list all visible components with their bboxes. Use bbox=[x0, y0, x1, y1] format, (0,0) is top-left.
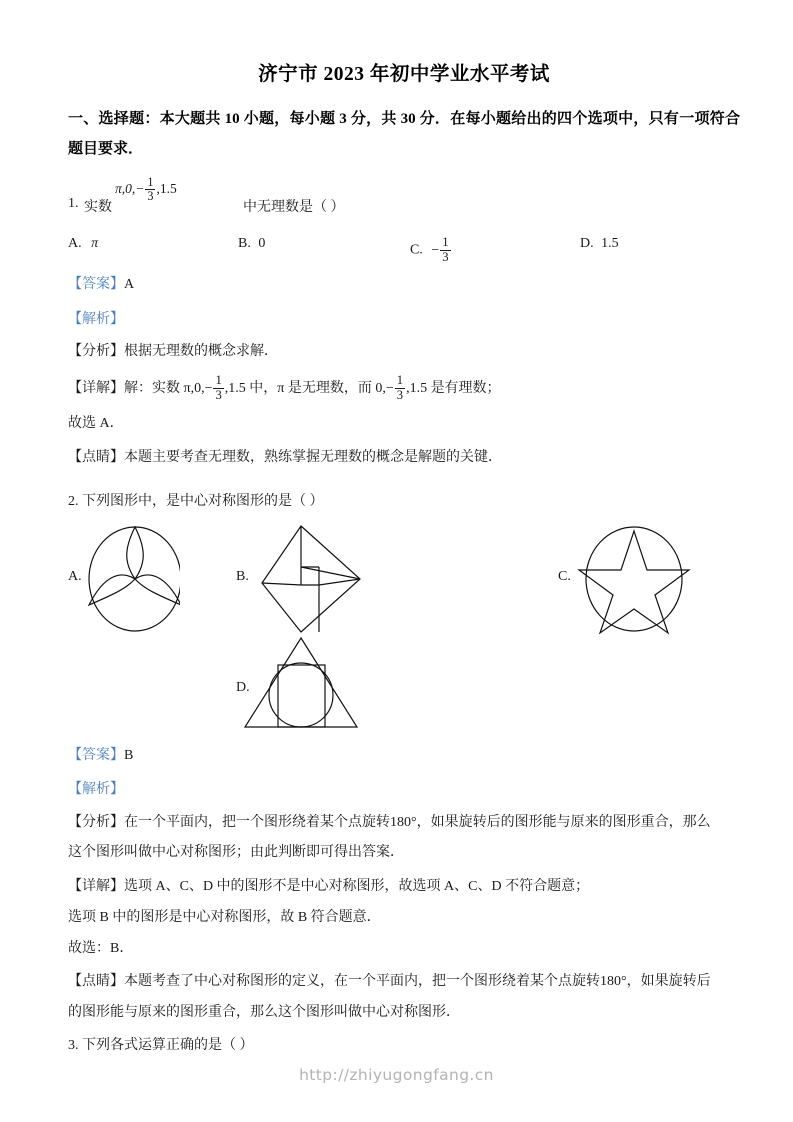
question-1-option-b[interactable] bbox=[238, 236, 265, 252]
answer-tag: 【答案】 bbox=[68, 748, 124, 764]
analysis-tag: 【解析】 bbox=[68, 782, 124, 798]
answer-value: A bbox=[124, 277, 135, 293]
question-1-answer bbox=[68, 271, 740, 298]
page-title: 济宁市 2023 年初中学业水平考试 bbox=[258, 64, 550, 85]
question-2-figures-row-2 bbox=[68, 635, 740, 738]
xiangjie-fraction-2 bbox=[395, 374, 405, 402]
dianjing-tag: 【点睛】 bbox=[68, 974, 124, 990]
option-a-label: A. bbox=[68, 236, 82, 252]
question-2-figures-row-1 bbox=[68, 523, 740, 635]
figure-c-label: C. bbox=[558, 569, 571, 585]
fenxi-tag: 【分析】 bbox=[68, 343, 124, 359]
fenxi-text-1: 在一个平面内，把一个图形绕着某个点旋转180°，如果旋转后的图形能与原来的图形重合，那么 bbox=[124, 814, 711, 830]
question-2-guxuan: 故选：B． bbox=[68, 940, 134, 956]
site-watermark: http://zhiyugongfang.cn bbox=[299, 1066, 494, 1084]
option-c-sign: − bbox=[431, 242, 440, 258]
fraction-numerator: 1 bbox=[147, 175, 154, 190]
fraction-denominator: 3 bbox=[442, 249, 449, 264]
fraction-denominator: 3 bbox=[147, 189, 154, 204]
answer-value: B bbox=[124, 748, 134, 764]
fraction-numerator: 1 bbox=[442, 235, 449, 250]
question-1-option-d[interactable] bbox=[580, 236, 619, 252]
question-2-option-d[interactable] bbox=[236, 635, 366, 735]
question-2-stem-text: 下列图形中，是中心对称图形的是（ ） bbox=[82, 493, 324, 509]
xiangjie-fraction-1 bbox=[213, 374, 223, 402]
option-a-value: π bbox=[91, 236, 99, 252]
question-1-fenxi bbox=[68, 338, 740, 367]
star-in-circle-icon bbox=[558, 523, 693, 635]
option-c-label: C. bbox=[410, 242, 423, 258]
question-2-analysis-tag-row bbox=[68, 776, 740, 803]
fraction-numerator: 1 bbox=[396, 373, 404, 388]
question-1-dianjing bbox=[68, 444, 740, 473]
question-1-set-prefix: π,0,− bbox=[115, 181, 145, 197]
question-2-option-b[interactable] bbox=[236, 523, 366, 635]
question-3-stem bbox=[68, 1032, 740, 1061]
answer-tag: 【答案】 bbox=[68, 277, 124, 293]
option-b-value: 0 bbox=[258, 236, 266, 252]
xiangjie-tag: 【详解】 bbox=[68, 380, 124, 396]
question-1-stem-prefix: 实数 bbox=[84, 200, 112, 216]
question-1-number: 1. bbox=[68, 196, 79, 212]
question-2-answer bbox=[68, 742, 740, 769]
fenxi-tag: 【分析】 bbox=[68, 814, 124, 830]
document-content bbox=[68, 0, 740, 1060]
fraction-denominator: 3 bbox=[396, 387, 404, 402]
xiangjie-part1: 解：实数 π,0,− bbox=[124, 380, 213, 396]
dianjing-text-1: 本题考查了中心对称图形的定义，在一个平面内，把一个图形绕着某个点旋转180°，如果旋转后 bbox=[124, 974, 711, 990]
question-2-xiangjie-line-1 bbox=[68, 873, 740, 902]
figure-d-label: D. bbox=[236, 680, 250, 696]
circle-trefoil-icon bbox=[68, 523, 180, 635]
question-1-guxuan: 故选 A． bbox=[68, 416, 124, 432]
option-d-value: 1.5 bbox=[601, 236, 619, 252]
figure-a-label: A. bbox=[68, 569, 82, 585]
question-1-stem-suffix: 中无理数是（ ） bbox=[243, 200, 345, 216]
option-c-fraction bbox=[440, 236, 450, 264]
xiangjie-part3: ,1.5 是有理数； bbox=[406, 380, 501, 396]
question-2-fenxi-line-2: 这个图形叫做中心对称图形；由此判断即可得出答案． bbox=[68, 845, 404, 861]
question-1-option-a[interactable] bbox=[68, 236, 98, 252]
xiangjie-part2: ,1.5 中，π 是无理数，而 0,− bbox=[224, 380, 394, 396]
question-2-dianjing-line-1 bbox=[68, 968, 740, 997]
xiangjie-text-1: 选项 A、C、D 中的图形不是中心对称图形，故选项 A、C、D 不符合题意； bbox=[124, 879, 590, 895]
question-2-stem bbox=[68, 489, 740, 516]
question-1-stem bbox=[68, 174, 740, 220]
fraction-denominator: 3 bbox=[215, 387, 222, 402]
option-d-label: D. bbox=[580, 236, 594, 252]
question-1-xiangjie bbox=[68, 372, 740, 406]
xiangjie-tag: 【详解】 bbox=[68, 879, 124, 895]
question-2-option-a[interactable] bbox=[68, 523, 180, 635]
section-intro-paragraph: 一、选择题：本大题共 10 小题，每小题 3 分，共 30 分．在每小题给出的四个选项中，只有一项符合题目要求． bbox=[68, 111, 740, 158]
question-1-set-fraction bbox=[145, 176, 155, 203]
question-1-options bbox=[68, 230, 740, 264]
question-1-analysis-tag-row bbox=[68, 306, 740, 333]
question-2-fenxi-line-1 bbox=[68, 809, 740, 838]
question-3-number: 3. bbox=[68, 1037, 79, 1053]
option-b-label: B. bbox=[238, 236, 251, 252]
question-1-option-c[interactable] bbox=[410, 236, 452, 264]
fenxi-text: 根据无理数的概念求解． bbox=[124, 343, 278, 359]
question-1-set-suffix: ,1.5 bbox=[156, 181, 177, 197]
dianjing-tag: 【点睛】 bbox=[68, 449, 124, 465]
question-2-option-c[interactable] bbox=[558, 523, 693, 635]
dianjing-text: 本题主要考查无理数，熟练掌握无理数的概念是解题的关键． bbox=[124, 449, 502, 465]
figure-b-label: B. bbox=[236, 569, 249, 585]
pinwheel-square-icon bbox=[236, 523, 366, 635]
triangle-circle-square-icon bbox=[236, 635, 366, 735]
question-3-stem-text: 下列各式运算正确的是（ ） bbox=[82, 1037, 254, 1053]
question-2-number: 2. bbox=[68, 493, 79, 509]
fraction-numerator: 1 bbox=[215, 373, 222, 388]
analysis-tag: 【解析】 bbox=[68, 311, 124, 327]
question-2-dianjing-line-2: 的图形能与原来的图形重合，那么这个图形叫做中心对称图形． bbox=[68, 1004, 460, 1020]
question-2-xiangjie-line-2: 选项 B 中的图形是中心对称图形，故 B 符合题意． bbox=[68, 909, 381, 925]
question-1-number-set bbox=[115, 176, 177, 203]
